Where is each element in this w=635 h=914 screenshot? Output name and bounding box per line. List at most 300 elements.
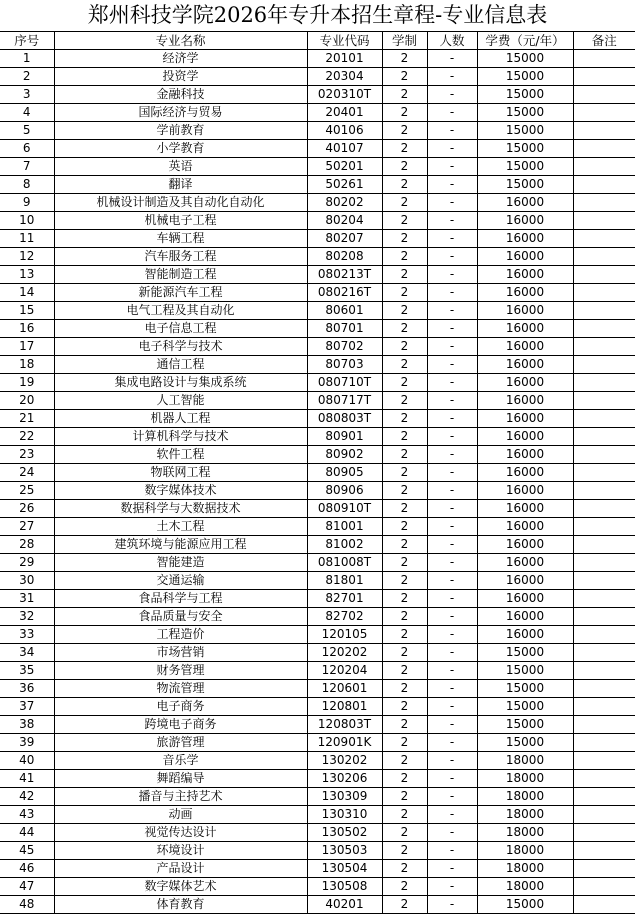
cell-quota[interactable]: - xyxy=(427,464,477,482)
cell-major-code[interactable]: 80703 xyxy=(307,356,382,374)
cell-major-name[interactable]: 旅游管理 xyxy=(54,734,307,752)
cell-duration[interactable]: 2 xyxy=(382,626,427,644)
cell-major-name[interactable]: 数字媒体艺术 xyxy=(54,878,307,896)
cell-major-code[interactable]: 80902 xyxy=(307,446,382,464)
cell-major-name[interactable]: 食品科学与工程 xyxy=(54,590,307,608)
cell-remarks[interactable] xyxy=(573,536,635,554)
cell-quota[interactable]: - xyxy=(427,716,477,734)
cell-remarks[interactable] xyxy=(573,662,635,680)
cell-tuition[interactable]: 16000 xyxy=(477,248,573,266)
cell-index[interactable]: 12 xyxy=(0,248,54,266)
cell-remarks[interactable] xyxy=(573,500,635,518)
cell-index[interactable]: 27 xyxy=(0,518,54,536)
cell-index[interactable]: 39 xyxy=(0,734,54,752)
cell-major-code[interactable]: 81002 xyxy=(307,536,382,554)
cell-major-code[interactable]: 20101 xyxy=(307,50,382,68)
cell-remarks[interactable] xyxy=(573,410,635,428)
cell-tuition[interactable]: 16000 xyxy=(477,212,573,230)
cell-duration[interactable]: 2 xyxy=(382,482,427,500)
cell-major-code[interactable]: 40201 xyxy=(307,896,382,914)
cell-major-code[interactable]: 80702 xyxy=(307,338,382,356)
cell-major-name[interactable]: 动画 xyxy=(54,806,307,824)
cell-tuition[interactable]: 16000 xyxy=(477,590,573,608)
cell-quota[interactable]: - xyxy=(427,608,477,626)
cell-major-code[interactable]: 080910T xyxy=(307,500,382,518)
cell-remarks[interactable] xyxy=(573,878,635,896)
cell-major-name[interactable]: 电子商务 xyxy=(54,698,307,716)
cell-major-name[interactable]: 新能源汽车工程 xyxy=(54,284,307,302)
cell-remarks[interactable] xyxy=(573,590,635,608)
cell-index[interactable]: 9 xyxy=(0,194,54,212)
cell-remarks[interactable] xyxy=(573,212,635,230)
cell-tuition[interactable]: 16000 xyxy=(477,320,573,338)
cell-major-name[interactable]: 音乐学 xyxy=(54,752,307,770)
cell-remarks[interactable] xyxy=(573,824,635,842)
cell-index[interactable]: 38 xyxy=(0,716,54,734)
cell-index[interactable]: 28 xyxy=(0,536,54,554)
cell-index[interactable]: 42 xyxy=(0,788,54,806)
cell-quota[interactable]: - xyxy=(427,266,477,284)
cell-remarks[interactable] xyxy=(573,266,635,284)
cell-duration[interactable]: 2 xyxy=(382,464,427,482)
cell-quota[interactable]: - xyxy=(427,536,477,554)
cell-major-name[interactable]: 学前教育 xyxy=(54,122,307,140)
cell-quota[interactable]: - xyxy=(427,500,477,518)
cell-major-name[interactable]: 机械设计制造及其自动化自动化 xyxy=(54,194,307,212)
cell-major-name[interactable]: 舞蹈编导 xyxy=(54,770,307,788)
cell-major-name[interactable]: 机械电子工程 xyxy=(54,212,307,230)
cell-index[interactable]: 32 xyxy=(0,608,54,626)
cell-index[interactable]: 41 xyxy=(0,770,54,788)
cell-duration[interactable]: 2 xyxy=(382,248,427,266)
cell-remarks[interactable] xyxy=(573,788,635,806)
cell-remarks[interactable] xyxy=(573,680,635,698)
cell-major-name[interactable]: 财务管理 xyxy=(54,662,307,680)
cell-remarks[interactable] xyxy=(573,716,635,734)
cell-major-code[interactable]: 080717T xyxy=(307,392,382,410)
cell-duration[interactable]: 2 xyxy=(382,122,427,140)
cell-major-code[interactable]: 81001 xyxy=(307,518,382,536)
cell-major-code[interactable]: 130503 xyxy=(307,842,382,860)
cell-major-code[interactable]: 80204 xyxy=(307,212,382,230)
cell-major-name[interactable]: 数据科学与大数据技术 xyxy=(54,500,307,518)
cell-remarks[interactable] xyxy=(573,50,635,68)
cell-major-name[interactable]: 智能建造 xyxy=(54,554,307,572)
cell-major-name[interactable]: 播音与主持艺术 xyxy=(54,788,307,806)
cell-quota[interactable]: - xyxy=(427,644,477,662)
cell-remarks[interactable] xyxy=(573,248,635,266)
cell-quota[interactable]: - xyxy=(427,320,477,338)
cell-remarks[interactable] xyxy=(573,644,635,662)
cell-major-name[interactable]: 电子信息工程 xyxy=(54,320,307,338)
header-index[interactable]: 序号 xyxy=(0,32,54,50)
cell-index[interactable]: 48 xyxy=(0,896,54,914)
cell-major-code[interactable]: 130508 xyxy=(307,878,382,896)
cell-tuition[interactable]: 16000 xyxy=(477,230,573,248)
cell-quota[interactable]: - xyxy=(427,50,477,68)
cell-index[interactable]: 19 xyxy=(0,374,54,392)
cell-remarks[interactable] xyxy=(573,104,635,122)
cell-major-code[interactable]: 130309 xyxy=(307,788,382,806)
cell-index[interactable]: 35 xyxy=(0,662,54,680)
cell-duration[interactable]: 2 xyxy=(382,176,427,194)
cell-quota[interactable]: - xyxy=(427,410,477,428)
cell-index[interactable]: 8 xyxy=(0,176,54,194)
cell-major-name[interactable]: 翻译 xyxy=(54,176,307,194)
cell-duration[interactable]: 2 xyxy=(382,788,427,806)
cell-duration[interactable]: 2 xyxy=(382,212,427,230)
cell-remarks[interactable] xyxy=(573,770,635,788)
cell-duration[interactable]: 2 xyxy=(382,428,427,446)
cell-quota[interactable]: - xyxy=(427,374,477,392)
cell-quota[interactable]: - xyxy=(427,698,477,716)
cell-index[interactable]: 10 xyxy=(0,212,54,230)
cell-index[interactable]: 14 xyxy=(0,284,54,302)
cell-duration[interactable]: 2 xyxy=(382,338,427,356)
cell-index[interactable]: 22 xyxy=(0,428,54,446)
cell-quota[interactable]: - xyxy=(427,590,477,608)
cell-major-code[interactable]: 80202 xyxy=(307,194,382,212)
cell-quota[interactable]: - xyxy=(427,842,477,860)
cell-tuition[interactable]: 16000 xyxy=(477,410,573,428)
cell-quota[interactable]: - xyxy=(427,428,477,446)
cell-duration[interactable]: 2 xyxy=(382,824,427,842)
cell-quota[interactable]: - xyxy=(427,806,477,824)
cell-major-code[interactable]: 080710T xyxy=(307,374,382,392)
cell-tuition[interactable]: 16000 xyxy=(477,626,573,644)
cell-quota[interactable]: - xyxy=(427,662,477,680)
cell-duration[interactable]: 2 xyxy=(382,50,427,68)
cell-major-name[interactable]: 数字媒体技术 xyxy=(54,482,307,500)
cell-quota[interactable]: - xyxy=(427,788,477,806)
cell-duration[interactable]: 2 xyxy=(382,374,427,392)
cell-duration[interactable]: 2 xyxy=(382,554,427,572)
header-major-code[interactable]: 专业代码 xyxy=(307,32,382,50)
cell-duration[interactable]: 2 xyxy=(382,662,427,680)
cell-remarks[interactable] xyxy=(573,140,635,158)
cell-major-code[interactable]: 130202 xyxy=(307,752,382,770)
cell-duration[interactable]: 2 xyxy=(382,158,427,176)
cell-tuition[interactable]: 15000 xyxy=(477,896,573,914)
header-duration[interactable]: 学制 xyxy=(382,32,427,50)
cell-index[interactable]: 46 xyxy=(0,860,54,878)
cell-major-code[interactable]: 130310 xyxy=(307,806,382,824)
cell-duration[interactable]: 2 xyxy=(382,698,427,716)
cell-major-code[interactable]: 80701 xyxy=(307,320,382,338)
cell-major-name[interactable]: 车辆工程 xyxy=(54,230,307,248)
cell-index[interactable]: 18 xyxy=(0,356,54,374)
cell-remarks[interactable] xyxy=(573,284,635,302)
cell-duration[interactable]: 2 xyxy=(382,320,427,338)
cell-quota[interactable]: - xyxy=(427,572,477,590)
cell-index[interactable]: 45 xyxy=(0,842,54,860)
cell-quota[interactable]: - xyxy=(427,86,477,104)
cell-remarks[interactable] xyxy=(573,302,635,320)
cell-remarks[interactable] xyxy=(573,446,635,464)
cell-tuition[interactable]: 16000 xyxy=(477,392,573,410)
cell-major-name[interactable]: 人工智能 xyxy=(54,392,307,410)
cell-tuition[interactable]: 18000 xyxy=(477,860,573,878)
cell-index[interactable]: 29 xyxy=(0,554,54,572)
cell-index[interactable]: 47 xyxy=(0,878,54,896)
cell-major-code[interactable]: 081008T xyxy=(307,554,382,572)
cell-major-code[interactable]: 020310T xyxy=(307,86,382,104)
cell-major-code[interactable]: 50201 xyxy=(307,158,382,176)
cell-major-code[interactable]: 130206 xyxy=(307,770,382,788)
cell-duration[interactable]: 2 xyxy=(382,716,427,734)
cell-quota[interactable]: - xyxy=(427,158,477,176)
cell-index[interactable]: 6 xyxy=(0,140,54,158)
cell-quota[interactable]: - xyxy=(427,140,477,158)
cell-duration[interactable]: 2 xyxy=(382,752,427,770)
header-remarks[interactable]: 备注 xyxy=(573,32,635,50)
cell-quota[interactable]: - xyxy=(427,752,477,770)
cell-quota[interactable]: - xyxy=(427,554,477,572)
cell-remarks[interactable] xyxy=(573,86,635,104)
cell-index[interactable]: 11 xyxy=(0,230,54,248)
cell-quota[interactable]: - xyxy=(427,680,477,698)
cell-duration[interactable]: 2 xyxy=(382,104,427,122)
cell-major-code[interactable]: 120204 xyxy=(307,662,382,680)
cell-major-name[interactable]: 金融科技 xyxy=(54,86,307,104)
cell-major-name[interactable]: 汽车服务工程 xyxy=(54,248,307,266)
cell-quota[interactable]: - xyxy=(427,770,477,788)
cell-duration[interactable]: 2 xyxy=(382,230,427,248)
cell-index[interactable]: 24 xyxy=(0,464,54,482)
cell-major-name[interactable]: 工程造价 xyxy=(54,626,307,644)
cell-major-name[interactable]: 机器人工程 xyxy=(54,410,307,428)
cell-tuition[interactable]: 15000 xyxy=(477,140,573,158)
cell-tuition[interactable]: 18000 xyxy=(477,824,573,842)
cell-quota[interactable]: - xyxy=(427,734,477,752)
cell-major-name[interactable]: 建筑环境与能源应用工程 xyxy=(54,536,307,554)
cell-remarks[interactable] xyxy=(573,464,635,482)
cell-duration[interactable]: 2 xyxy=(382,896,427,914)
cell-quota[interactable]: - xyxy=(427,68,477,86)
header-quota[interactable]: 人数 xyxy=(427,32,477,50)
cell-major-code[interactable]: 130504 xyxy=(307,860,382,878)
cell-major-name[interactable]: 投资学 xyxy=(54,68,307,86)
cell-duration[interactable]: 2 xyxy=(382,356,427,374)
cell-remarks[interactable] xyxy=(573,896,635,914)
cell-tuition[interactable]: 15000 xyxy=(477,50,573,68)
cell-major-name[interactable]: 跨境电子商务 xyxy=(54,716,307,734)
cell-remarks[interactable] xyxy=(573,698,635,716)
cell-major-code[interactable]: 80207 xyxy=(307,230,382,248)
cell-index[interactable]: 1 xyxy=(0,50,54,68)
cell-index[interactable]: 44 xyxy=(0,824,54,842)
cell-tuition[interactable]: 18000 xyxy=(477,806,573,824)
cell-duration[interactable]: 2 xyxy=(382,410,427,428)
cell-quota[interactable]: - xyxy=(427,824,477,842)
cell-tuition[interactable]: 18000 xyxy=(477,842,573,860)
cell-duration[interactable]: 2 xyxy=(382,302,427,320)
cell-tuition[interactable]: 15000 xyxy=(477,86,573,104)
cell-quota[interactable]: - xyxy=(427,446,477,464)
cell-duration[interactable]: 2 xyxy=(382,86,427,104)
cell-remarks[interactable] xyxy=(573,374,635,392)
cell-tuition[interactable]: 16000 xyxy=(477,284,573,302)
cell-remarks[interactable] xyxy=(573,320,635,338)
cell-remarks[interactable] xyxy=(573,176,635,194)
cell-quota[interactable]: - xyxy=(427,212,477,230)
cell-major-name[interactable]: 视觉传达设计 xyxy=(54,824,307,842)
cell-major-code[interactable]: 50261 xyxy=(307,176,382,194)
cell-tuition[interactable]: 15000 xyxy=(477,122,573,140)
cell-duration[interactable]: 2 xyxy=(382,266,427,284)
cell-major-name[interactable]: 环境设计 xyxy=(54,842,307,860)
cell-major-code[interactable]: 40106 xyxy=(307,122,382,140)
cell-major-code[interactable]: 80905 xyxy=(307,464,382,482)
cell-major-code[interactable]: 120901K xyxy=(307,734,382,752)
cell-tuition[interactable]: 16000 xyxy=(477,500,573,518)
cell-remarks[interactable] xyxy=(573,752,635,770)
cell-tuition[interactable]: 18000 xyxy=(477,770,573,788)
cell-remarks[interactable] xyxy=(573,122,635,140)
cell-major-code[interactable]: 120801 xyxy=(307,698,382,716)
cell-duration[interactable]: 2 xyxy=(382,878,427,896)
cell-quota[interactable]: - xyxy=(427,896,477,914)
cell-duration[interactable]: 2 xyxy=(382,536,427,554)
cell-tuition[interactable]: 16000 xyxy=(477,194,573,212)
cell-major-code[interactable]: 80208 xyxy=(307,248,382,266)
cell-major-name[interactable]: 国际经济与贸易 xyxy=(54,104,307,122)
cell-tuition[interactable]: 15000 xyxy=(477,68,573,86)
cell-tuition[interactable]: 16000 xyxy=(477,374,573,392)
cell-quota[interactable]: - xyxy=(427,338,477,356)
cell-remarks[interactable] xyxy=(573,356,635,374)
header-tuition[interactable]: 学费（元/年） xyxy=(477,32,573,50)
cell-major-name[interactable]: 集成电路设计与集成系统 xyxy=(54,374,307,392)
cell-index[interactable]: 3 xyxy=(0,86,54,104)
cell-index[interactable]: 7 xyxy=(0,158,54,176)
cell-major-code[interactable]: 080803T xyxy=(307,410,382,428)
cell-index[interactable]: 20 xyxy=(0,392,54,410)
cell-tuition[interactable]: 15000 xyxy=(477,176,573,194)
cell-index[interactable]: 23 xyxy=(0,446,54,464)
cell-index[interactable]: 25 xyxy=(0,482,54,500)
cell-major-code[interactable]: 81801 xyxy=(307,572,382,590)
cell-quota[interactable]: - xyxy=(427,284,477,302)
cell-quota[interactable]: - xyxy=(427,878,477,896)
cell-major-name[interactable]: 交通运输 xyxy=(54,572,307,590)
cell-tuition[interactable]: 15000 xyxy=(477,662,573,680)
cell-remarks[interactable] xyxy=(573,860,635,878)
cell-tuition[interactable]: 18000 xyxy=(477,878,573,896)
cell-index[interactable]: 30 xyxy=(0,572,54,590)
cell-major-code[interactable]: 080213T xyxy=(307,266,382,284)
cell-major-name[interactable]: 通信工程 xyxy=(54,356,307,374)
cell-major-code[interactable]: 82701 xyxy=(307,590,382,608)
cell-index[interactable]: 2 xyxy=(0,68,54,86)
cell-major-name[interactable]: 体育教育 xyxy=(54,896,307,914)
cell-index[interactable]: 40 xyxy=(0,752,54,770)
cell-tuition[interactable]: 15000 xyxy=(477,680,573,698)
cell-index[interactable]: 17 xyxy=(0,338,54,356)
cell-major-code[interactable]: 20304 xyxy=(307,68,382,86)
cell-quota[interactable]: - xyxy=(427,230,477,248)
cell-duration[interactable]: 2 xyxy=(382,500,427,518)
cell-major-name[interactable]: 软件工程 xyxy=(54,446,307,464)
cell-quota[interactable]: - xyxy=(427,356,477,374)
cell-remarks[interactable] xyxy=(573,806,635,824)
cell-major-name[interactable]: 物联网工程 xyxy=(54,464,307,482)
cell-tuition[interactable]: 16000 xyxy=(477,464,573,482)
cell-tuition[interactable]: 16000 xyxy=(477,302,573,320)
cell-duration[interactable]: 2 xyxy=(382,680,427,698)
cell-duration[interactable]: 2 xyxy=(382,446,427,464)
cell-major-name[interactable]: 英语 xyxy=(54,158,307,176)
cell-major-name[interactable]: 计算机科学与技术 xyxy=(54,428,307,446)
cell-duration[interactable]: 2 xyxy=(382,608,427,626)
cell-index[interactable]: 5 xyxy=(0,122,54,140)
cell-duration[interactable]: 2 xyxy=(382,770,427,788)
cell-index[interactable]: 37 xyxy=(0,698,54,716)
cell-quota[interactable]: - xyxy=(427,302,477,320)
cell-tuition[interactable]: 16000 xyxy=(477,572,573,590)
cell-remarks[interactable] xyxy=(573,428,635,446)
cell-remarks[interactable] xyxy=(573,482,635,500)
cell-major-name[interactable]: 小学教育 xyxy=(54,140,307,158)
cell-major-code[interactable]: 130502 xyxy=(307,824,382,842)
cell-major-code[interactable]: 120202 xyxy=(307,644,382,662)
cell-duration[interactable]: 2 xyxy=(382,194,427,212)
cell-tuition[interactable]: 16000 xyxy=(477,428,573,446)
cell-quota[interactable]: - xyxy=(427,626,477,644)
cell-remarks[interactable] xyxy=(573,338,635,356)
cell-index[interactable]: 4 xyxy=(0,104,54,122)
cell-index[interactable]: 13 xyxy=(0,266,54,284)
cell-major-name[interactable]: 智能制造工程 xyxy=(54,266,307,284)
cell-major-name[interactable]: 物流管理 xyxy=(54,680,307,698)
cell-remarks[interactable] xyxy=(573,608,635,626)
cell-major-code[interactable]: 080216T xyxy=(307,284,382,302)
cell-tuition[interactable]: 16000 xyxy=(477,518,573,536)
cell-duration[interactable]: 2 xyxy=(382,284,427,302)
cell-duration[interactable]: 2 xyxy=(382,860,427,878)
cell-index[interactable]: 16 xyxy=(0,320,54,338)
cell-index[interactable]: 36 xyxy=(0,680,54,698)
cell-remarks[interactable] xyxy=(573,734,635,752)
cell-duration[interactable]: 2 xyxy=(382,644,427,662)
cell-quota[interactable]: - xyxy=(427,104,477,122)
cell-remarks[interactable] xyxy=(573,518,635,536)
cell-tuition[interactable]: 18000 xyxy=(477,788,573,806)
cell-major-code[interactable]: 80901 xyxy=(307,428,382,446)
cell-quota[interactable]: - xyxy=(427,176,477,194)
cell-duration[interactable]: 2 xyxy=(382,572,427,590)
cell-major-code[interactable]: 80906 xyxy=(307,482,382,500)
cell-tuition[interactable]: 16000 xyxy=(477,482,573,500)
cell-major-name[interactable]: 电气工程及其自动化 xyxy=(54,302,307,320)
cell-tuition[interactable]: 16000 xyxy=(477,266,573,284)
cell-remarks[interactable] xyxy=(573,842,635,860)
cell-tuition[interactable]: 15000 xyxy=(477,716,573,734)
cell-quota[interactable]: - xyxy=(427,122,477,140)
cell-tuition[interactable]: 16000 xyxy=(477,446,573,464)
cell-tuition[interactable]: 18000 xyxy=(477,752,573,770)
cell-duration[interactable]: 2 xyxy=(382,518,427,536)
cell-quota[interactable]: - xyxy=(427,248,477,266)
cell-remarks[interactable] xyxy=(573,194,635,212)
cell-index[interactable]: 33 xyxy=(0,626,54,644)
cell-duration[interactable]: 2 xyxy=(382,590,427,608)
cell-major-code[interactable]: 20401 xyxy=(307,104,382,122)
cell-remarks[interactable] xyxy=(573,554,635,572)
cell-tuition[interactable]: 15000 xyxy=(477,644,573,662)
cell-index[interactable]: 26 xyxy=(0,500,54,518)
cell-remarks[interactable] xyxy=(573,626,635,644)
